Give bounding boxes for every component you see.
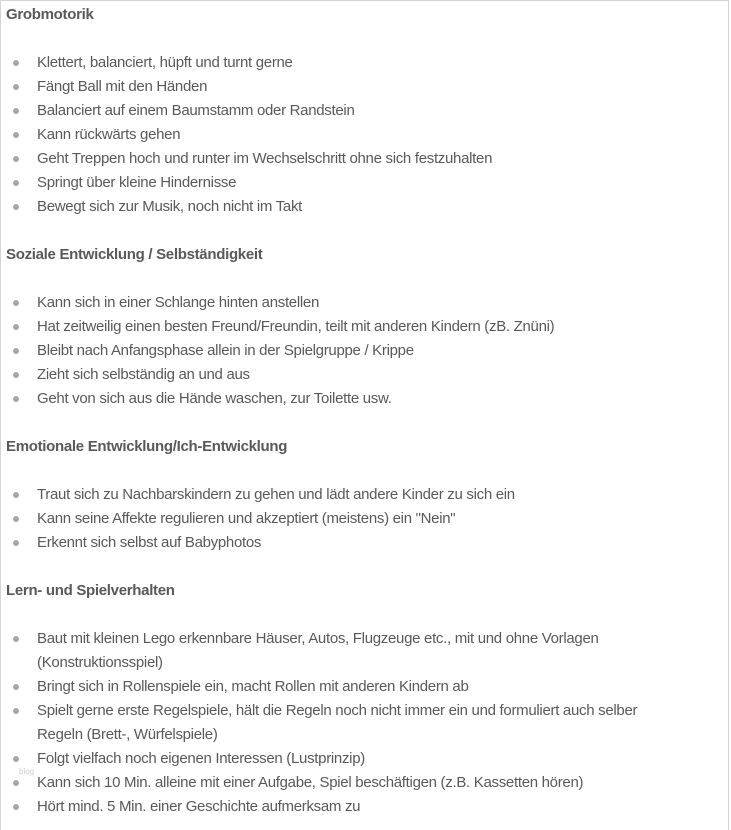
bullet-icon (13, 780, 19, 786)
bullet-icon (13, 180, 19, 186)
bullet-icon (13, 156, 19, 162)
bullet-icon (13, 804, 19, 810)
list-item (1, 627, 728, 675)
bullet-icon (13, 108, 19, 114)
bullet-icon (13, 60, 19, 66)
list-item-text: Geht Treppen hoch und runter im Wechselschritt ohne sich festzuhalten (37, 150, 493, 167)
list-item-text: Kann sich 10 Min. alleine mit einer Aufgabe, Spiel beschäftigen (z.B. Kassetten hören) (37, 774, 584, 791)
list-item (1, 675, 728, 699)
bullet-icon (13, 300, 19, 306)
list-item (1, 483, 728, 507)
list-item (1, 75, 728, 99)
bullet-icon (13, 756, 19, 762)
list-item-text: Spielt gerne erste Regelspiele, hält die Regeln noch nicht immer ein und formuliert auch selber Regeln (Brett-, Würfelspiele) (37, 702, 638, 743)
bullet-icon (13, 324, 19, 330)
list-item-text: Fängt Ball mit den Händen (37, 78, 208, 95)
bullet-icon (13, 708, 19, 714)
bullet-list (1, 51, 728, 219)
bullet-icon (13, 516, 19, 522)
bullet-icon (13, 540, 19, 546)
list-item (1, 507, 728, 531)
list-item-text: Bringt sich in Rollenspiele ein, macht Rollen mit anderen Kindern ab (37, 678, 469, 695)
list-item-text: Hört mind. 5 Min. einer Geschichte aufmerksam zu (37, 798, 361, 815)
list-item-text: Erkennt sich selbst auf Babyphotos (37, 534, 262, 551)
list-item (1, 363, 728, 387)
section-heading: Lern- und Spielverhalten (6, 582, 175, 599)
list-item-text: Bewegt sich zur Musik, noch nicht im Takt (37, 198, 303, 215)
bullet-icon (13, 84, 19, 90)
bullet-icon (13, 372, 19, 378)
list-item-text: Kann sich in einer Schlange hinten anstellen (37, 294, 320, 311)
bullet-icon (13, 204, 19, 210)
list-item (1, 291, 728, 315)
list-item (1, 123, 728, 147)
list-item (1, 147, 728, 171)
section-heading: Grobmotorik (6, 6, 94, 23)
list-item (1, 339, 728, 363)
bullet-icon (13, 132, 19, 138)
list-item-text: Klettert, balanciert, hüpft und turnt gerne (37, 54, 293, 71)
bullet-list (1, 483, 728, 555)
list-item (1, 195, 728, 219)
list-item-text: Balanciert auf einem Baumstamm oder Randstein (37, 102, 355, 119)
list-item-text: Kann rückwärts gehen (37, 126, 181, 143)
list-item-text: Bleibt nach Anfangsphase allein in der Spielgruppe / Krippe (37, 342, 414, 359)
list-item (1, 51, 728, 75)
list-item-text: Geht von sich aus die Hände waschen, zur Toilette usw. (37, 390, 392, 407)
bullet-icon (13, 636, 19, 642)
list-item (1, 99, 728, 123)
list-item (1, 699, 728, 747)
list-item (1, 315, 728, 339)
list-item (1, 771, 728, 795)
list-item (1, 171, 728, 195)
bullet-list (1, 291, 728, 411)
list-item-text: Zieht sich selbständig an und aus (37, 366, 250, 383)
list-item-text: Folgt vielfach noch eigenen Interessen (Lustprinzip) (37, 750, 365, 767)
section-heading: Emotionale Entwicklung/Ich-Entwicklung (6, 438, 288, 455)
bullet-icon (13, 492, 19, 498)
watermark: blog (19, 767, 35, 776)
bullet-icon (13, 396, 19, 402)
list-item (1, 531, 728, 555)
list-item (1, 747, 728, 771)
bullet-list (1, 627, 728, 819)
list-item-text: Baut mit kleinen Lego erkennbare Häuser, Autos, Flugzeuge etc., mit und ohne Vorlagen (Konstruktionsspiel) (37, 630, 599, 671)
list-item (1, 795, 728, 819)
list-item-text: Kann seine Affekte regulieren und akzeptiert (meistens) ein "Nein" (37, 510, 456, 527)
list-item-text: Hat zeitweilig einen besten Freund/Freundin, teilt mit anderen Kindern (zB. Znüni) (37, 318, 555, 335)
list-item-text: Traut sich zu Nachbarskindern zu gehen und lädt andere Kinder zu sich ein (37, 486, 515, 503)
bullet-icon (13, 684, 19, 690)
bullet-icon (13, 348, 19, 354)
list-item (1, 387, 728, 411)
list-item-text: Springt über kleine Hindernisse (37, 174, 237, 191)
section-heading: Soziale Entwicklung / Selbständigkeit (6, 246, 263, 263)
